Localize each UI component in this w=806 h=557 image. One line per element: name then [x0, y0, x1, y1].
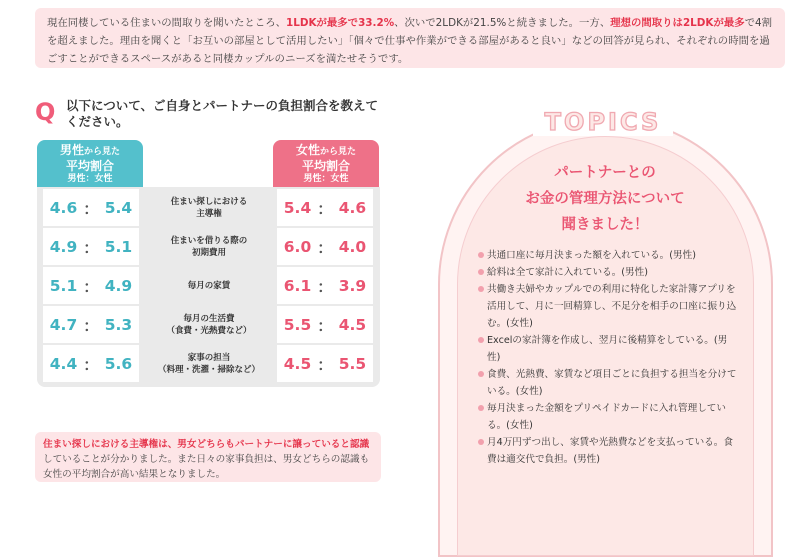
female-ratio-cell — [277, 189, 373, 226]
intro-highlight-1: 1LDKが最多で33.2% — [285, 17, 395, 29]
table-row — [37, 189, 380, 227]
list-item-text: 毎月決まった金額をプリペイドカードに入れ管理している。(女性) — [487, 403, 726, 431]
row-label-line1: 住まいを借りる際の — [170, 235, 248, 246]
male-ratio-cell — [43, 228, 139, 265]
list-item — [478, 434, 738, 468]
question-text: 以下について、ご自身とパートナーの負担割合を教えてください。 — [66, 98, 379, 129]
male-value: 6.0 — [283, 237, 312, 256]
bullet-dot-icon — [478, 439, 484, 445]
female-value: 5.4 — [104, 198, 133, 217]
male-header-big: 男性 — [59, 143, 84, 157]
topics-title-line3: 聞きました！ — [561, 217, 649, 233]
list-item-text: 給料は全て家計に入れている。(男性) — [487, 267, 648, 278]
bullet-dot-icon — [478, 252, 484, 258]
row-label-line2: （料理・洗濯・掃除など） — [157, 364, 260, 375]
male-value: 5.5 — [283, 315, 312, 334]
ratio-separator: ： — [317, 355, 333, 374]
male-ratio-cell — [43, 345, 139, 382]
row-label-line2: 初期費用 — [191, 247, 226, 258]
topics-title-line2: お金の管理方法について — [525, 191, 685, 207]
topics-heading: TOPICS — [533, 108, 673, 136]
ratio-separator: ： — [317, 199, 333, 218]
list-item — [478, 264, 738, 281]
bullet-dot-icon — [478, 269, 484, 275]
topics-title — [480, 160, 730, 238]
table-row — [37, 228, 380, 266]
bullet-dot-icon — [478, 286, 484, 292]
female-value: 4.9 — [104, 276, 133, 295]
list-item — [478, 247, 738, 264]
row-label — [145, 228, 273, 265]
bullet-dot-icon — [478, 337, 484, 343]
row-label-line1: 毎月の生活費 — [183, 313, 235, 324]
male-value: 4.5 — [283, 354, 312, 373]
list-item-text: 食費、光熱費、家賃など項目ごとに負担する担当を分けている。(女性) — [487, 369, 737, 397]
female-value: 4.6 — [338, 198, 367, 217]
female-header-line3: 男性：女性 — [303, 174, 349, 184]
topics-title-line1: パートナーとの — [554, 165, 656, 181]
ratio-separator: ： — [317, 316, 333, 335]
list-item-text: 共働き夫婦やカップルでの利用に特化した家計簿アプリを活用して、月に一回精算し、不足分を相手の口座に振り込む。(女性) — [487, 284, 737, 329]
row-label-line1: 毎月の家賃 — [187, 280, 231, 291]
ratio-separator: ： — [83, 316, 99, 335]
female-value: 5.3 — [104, 315, 133, 334]
female-ratio-cell — [277, 267, 373, 304]
female-value: 3.9 — [338, 276, 367, 295]
topics-list — [478, 247, 738, 468]
female-value: 4.0 — [338, 237, 367, 256]
male-column-header — [37, 140, 143, 188]
summary-box — [35, 432, 381, 482]
male-value: 4.4 — [49, 354, 78, 373]
ratio-separator: ： — [83, 238, 99, 257]
male-ratio-cell — [43, 267, 139, 304]
male-value: 4.6 — [49, 198, 78, 217]
row-label-line1: 家事の担当 — [187, 352, 231, 363]
row-label-line2: 主導権 — [196, 208, 222, 219]
male-value: 4.9 — [49, 237, 78, 256]
female-header-small: から見た — [320, 147, 357, 157]
list-item-text: 共通口座に毎月決まった額を入れている。(男性) — [487, 250, 696, 261]
list-item-text: 月4万円ずつ出し、家賃や光熱費などを支払っている。食費は適交代で負担。(男性) — [487, 437, 733, 465]
male-value: 4.7 — [49, 315, 78, 334]
male-ratio-cell — [43, 189, 139, 226]
row-label — [145, 267, 273, 304]
female-ratio-cell — [277, 306, 373, 343]
female-value: 5.5 — [338, 354, 367, 373]
summary-text: していることが分かりました。また日々の家事負担は、男女どちらの認識も女性の平均割合が高い結果となりました。 — [43, 454, 370, 480]
ratio-separator: ： — [83, 277, 99, 296]
row-label-line1: 住まい探しにおける — [170, 196, 248, 207]
list-item — [478, 366, 738, 400]
intro-highlight-2: 理想の間取りは2LDKが最多 — [610, 17, 745, 29]
bullet-dot-icon — [478, 371, 484, 377]
female-value: 5.1 — [104, 237, 133, 256]
female-column-header — [273, 140, 379, 188]
list-item — [478, 332, 738, 366]
table-row — [37, 345, 380, 383]
female-header-title — [273, 143, 379, 159]
male-value: 5.4 — [283, 198, 312, 217]
female-value: 5.6 — [104, 354, 133, 373]
male-header-line2: 平均割合 — [65, 159, 114, 173]
intro-text-1: 現在同棲している住まいの間取りを聞いたところ、 — [47, 17, 286, 29]
male-header-line3: 男性：女性 — [67, 174, 113, 184]
female-value: 4.5 — [338, 315, 367, 334]
row-label-line2: （食費・光熱費など） — [166, 325, 252, 336]
ratio-separator: ： — [317, 277, 333, 296]
summary-highlight: 住まい探しにおける主導権は、男女どちらもパートナーに譲っていると認識 — [43, 439, 370, 450]
table-row — [37, 267, 380, 305]
female-header-big: 女性 — [295, 143, 320, 157]
row-label — [145, 345, 273, 382]
ratio-separator: ： — [83, 355, 99, 374]
female-header-line2: 平均割合 — [301, 159, 350, 173]
intro-text-3: で4割を超えました。理由を聞くと「お互いの部屋として活用したい」「個々で仕事や作業ができる部屋があると良い」などの回答が見られ、それぞれの時間を過ごすことができるスペースがあると同棲カップルのニーズを満たせそうです。 — [47, 17, 773, 65]
list-item — [478, 400, 738, 434]
female-ratio-cell — [277, 345, 373, 382]
male-header-title — [37, 143, 143, 159]
table-row — [37, 306, 380, 344]
intro-box — [35, 8, 785, 68]
male-header-small: から見た — [84, 147, 121, 157]
bullet-dot-icon — [478, 405, 484, 411]
male-value: 6.1 — [283, 276, 312, 295]
male-ratio-cell — [43, 306, 139, 343]
row-label — [145, 306, 273, 343]
female-ratio-cell — [277, 228, 373, 265]
male-value: 5.1 — [49, 276, 78, 295]
ratio-separator: ： — [317, 238, 333, 257]
list-item-text: Excelの家計簿を作成し、翌月に後精算をしている。(男性) — [487, 335, 728, 363]
list-item — [478, 281, 738, 332]
ratio-separator: ： — [83, 199, 99, 218]
row-label — [145, 189, 273, 226]
question-mark: Q — [35, 98, 56, 126]
intro-text-2: 、次いで2LDKが21.5%と続きました。一方、 — [394, 17, 611, 29]
